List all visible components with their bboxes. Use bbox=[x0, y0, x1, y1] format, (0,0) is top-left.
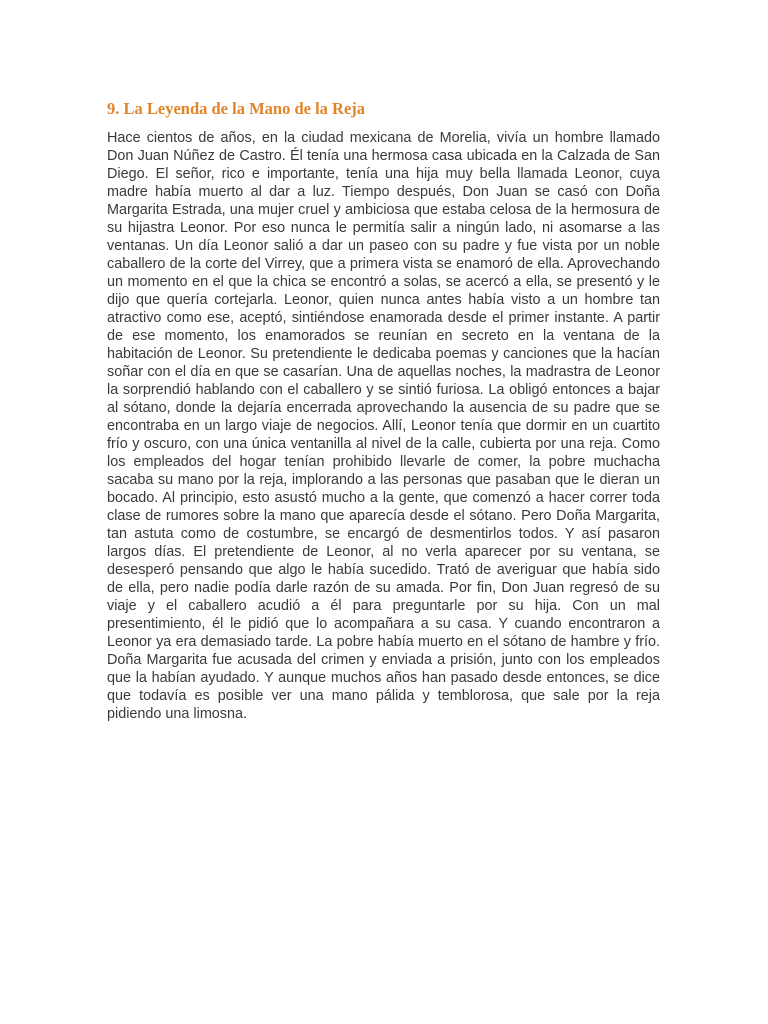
document-page bbox=[107, 99, 660, 723]
document-title: 9. La Leyenda de la Mano de la Reja bbox=[107, 99, 366, 118]
legend-paragraph: Hace cientos de años, en la ciudad mexicana de Morelia, vivía un hombre llamado Don Juan Núñez de Castro. Él tenía una hermosa casa ubicada en la Calzada de San Diego. El señor, rico e importante, tenía una hija muy bella llamada Leonor, cuya madre había muerto al dar a luz. Tiempo después, Don Juan se casó con Doña Margarita Estrada, una mujer cruel y ambiciosa que estaba celosa de la hermosura de su hijastra Leonor. Por eso nunca le permitía salir a ningún lado, ni asomarse a las ventanas. Un día Leonor salió a dar un paseo con su padre y fue vista por un noble caballero de la corte del Virrey, que a primera vista se enamoró de ella. Aprovechando un momento en el que la chica se encontró a solas, se acercó a ella, se presentó y le dijo que quería cortejarla. Leonor, quien nunca antes había visto a un hombre tan atractivo como ese, aceptó, sintiéndose enamorada desde el primer instante. A partir de ese momento, los enamorados se reunían en secreto en la ventana de la habitación de Leonor. Su pretendiente le dedicaba poemas y canciones que la hacían soñar con el día en que se casarían. Una de aquellas noches, la madrastra de Leonor la sorprendió hablando con el caballero y se sintió furiosa. La obligó entonces a bajar al sótano, donde la dejaría encerrada aprovechando la ausencia de su padre que se encontraba en un largo viaje de negocios. Allí, Leonor tenía que dormir en un cuartito frío y oscuro, con una única ventanilla al nivel de la calle, cubierta por una reja. Como los empleados del hogar tenían prohibido llevarle de comer, la pobre muchacha sacaba su mano por la reja, implorando a las personas que pasaban que le dieran un bocado. Al principio, esto asustó mucho a la gente, que comenzó a hacer correr toda clase de rumores sobre la mano que aparecía desde el sótano. Pero Doña Margarita, tan astuta como de costumbre, se encargó de desmentirlos todos. Y así pasaron largos días. El pretendiente de Leonor, al no verla aparecer por su ventana, se desesperó pensando que algo le había sucedido. Trató de averiguar que había sido de ella, pero nadie podía darle razón de su amada. Por fin, Don Juan regresó de su viaje y el caballero acudió a él para preguntarle por su hija. Con un mal presentimiento, él le pidió que lo acompañara a su casa. Y cuando encontraron a Leonor ya era demasiado tarde. La pobre había muerto en el sótano de hambre y frío. Doña Margarita fue acusada del crimen y enviada a prisión, junto con los empleados que la habían ayudado. Y aunque muchos años han pasado desde entonces, se dice que todavía es posible ver una mano pálida y temblorosa, que sale por la reja pidiendo una limosna. bbox=[107, 130, 660, 722]
